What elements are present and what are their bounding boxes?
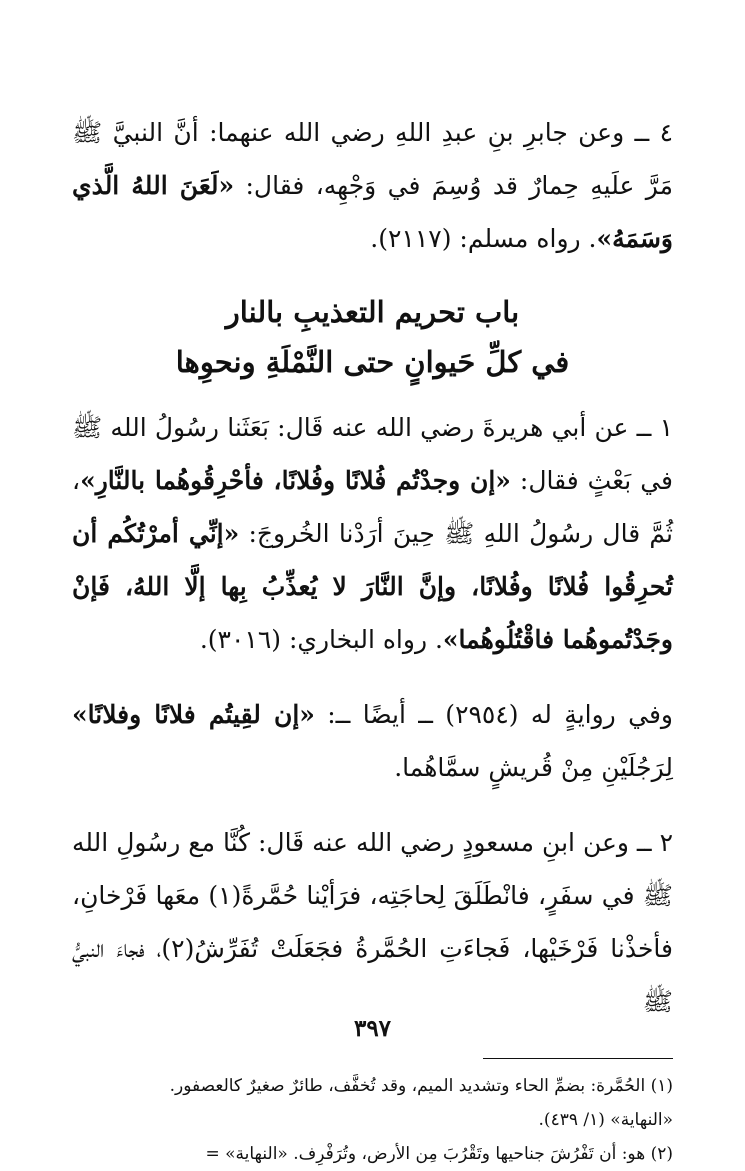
riwaya-text: وفي روايةٍ له (٢٩٥٤) ــ أيضًا ــ:	[314, 700, 673, 729]
footnote-divider	[483, 1058, 673, 1059]
hadith-4-intro: ٤ ــ وعن جابرِ بنِ عبدِ اللهِ رضي الله عنهما: أنَّ النبيَّ ﷺ مَرَّ علَيهِ حِمارٌ قد وُسِمَ في وَجْهِه، فقال:	[72, 118, 673, 200]
hadith-1-text-2: ، ثُمَّ قال رسُولُ اللهِ ﷺ حِينَ أرَدْنا الخُروجَ:	[72, 466, 673, 548]
hadith-1-quote-2: «إنِّي أمرْتُكُم أن تُحرِقُوا فُلانًا وفُلانًا، وإنَّ النَّارَ لا يُعذِّبُ بِها إلَّا اللهُ، فَإنْ وجَدْتُموهُما فاقْتُلُوهُما»	[72, 519, 673, 654]
riwaya-text-2: لِرَجُلَيْنِ مِنْ قُريشٍ سمَّاهُما.	[394, 753, 673, 782]
riwaya-quote: «إن لقِيتُم فلانًا وفلانًا»	[72, 700, 315, 729]
hadith-2-text: ٢ ــ وعن ابنِ مسعودٍ رضي الله عنه قَال: كُنَّا مع رسُولِ الله ﷺ في سفَرٍ، فانْطَلَقَ لِحاجَتِه، فرَأيْنا حُمَّرةً(١) معَها فَرْخانِ، فأخذْنا فَرْخَيْها، فَجاءَتِ الحُمَّرةُ فجَعَلَتْ تُفَرِّشُ(٢)، فجاءَ النبيُّ ﷺ	[72, 828, 674, 1016]
footnote-1-line-1: (١) الحُمَّرة: بضمِّ الحاء وتشديد الميم، وقد تُخفَّف، طائرٌ صغيرٌ كالعصفور.	[169, 1076, 673, 1096]
hadith-1-quote-1: «إن وجدْتُم فُلانًا وفُلانًا، فأحْرِقُوهُما بالنَّارِ»	[80, 466, 511, 495]
hadith-paragraph-4	[72, 106, 673, 265]
chapter-title-line-1: باب تحريم التعذيبِ بالنار	[225, 295, 520, 329]
hadith-paragraph-1	[72, 401, 673, 666]
footnote-1-line-2: «النهاية» (١/ ٤٣٩).	[538, 1110, 673, 1130]
chapter-title-line-2: في كلِّ حَيوانٍ حتى النَّمْلَةِ ونحوِها	[175, 345, 570, 379]
hadith-4-source: . رواه مسلم: (٢١١٧).	[370, 224, 597, 253]
hadith-paragraph-2	[72, 816, 673, 1028]
hadith-4-quote: «لَعَنَ اللهُ الَّذي وَسَمَهُ»	[72, 171, 673, 253]
hadith-1-source: . رواه البخاري: (٣٠١٦).	[199, 625, 443, 654]
hadith-1-text-1: ١ ــ عن أبي هريرةَ رضي الله عنه قَال: بَعَثَنا رسُولُ الله ﷺ في بَعْثٍ فقال:	[72, 413, 673, 495]
page-number: ٣٩٧	[353, 1015, 392, 1042]
chapter-heading	[72, 287, 673, 387]
footnote-2: (٢) هو: أن تَفْرُشَ جناحيها وتَقْرُبَ مِن الأرض، وتُرَفْرِف. «النهاية» =	[205, 1144, 673, 1164]
riwaya-paragraph	[72, 688, 673, 794]
